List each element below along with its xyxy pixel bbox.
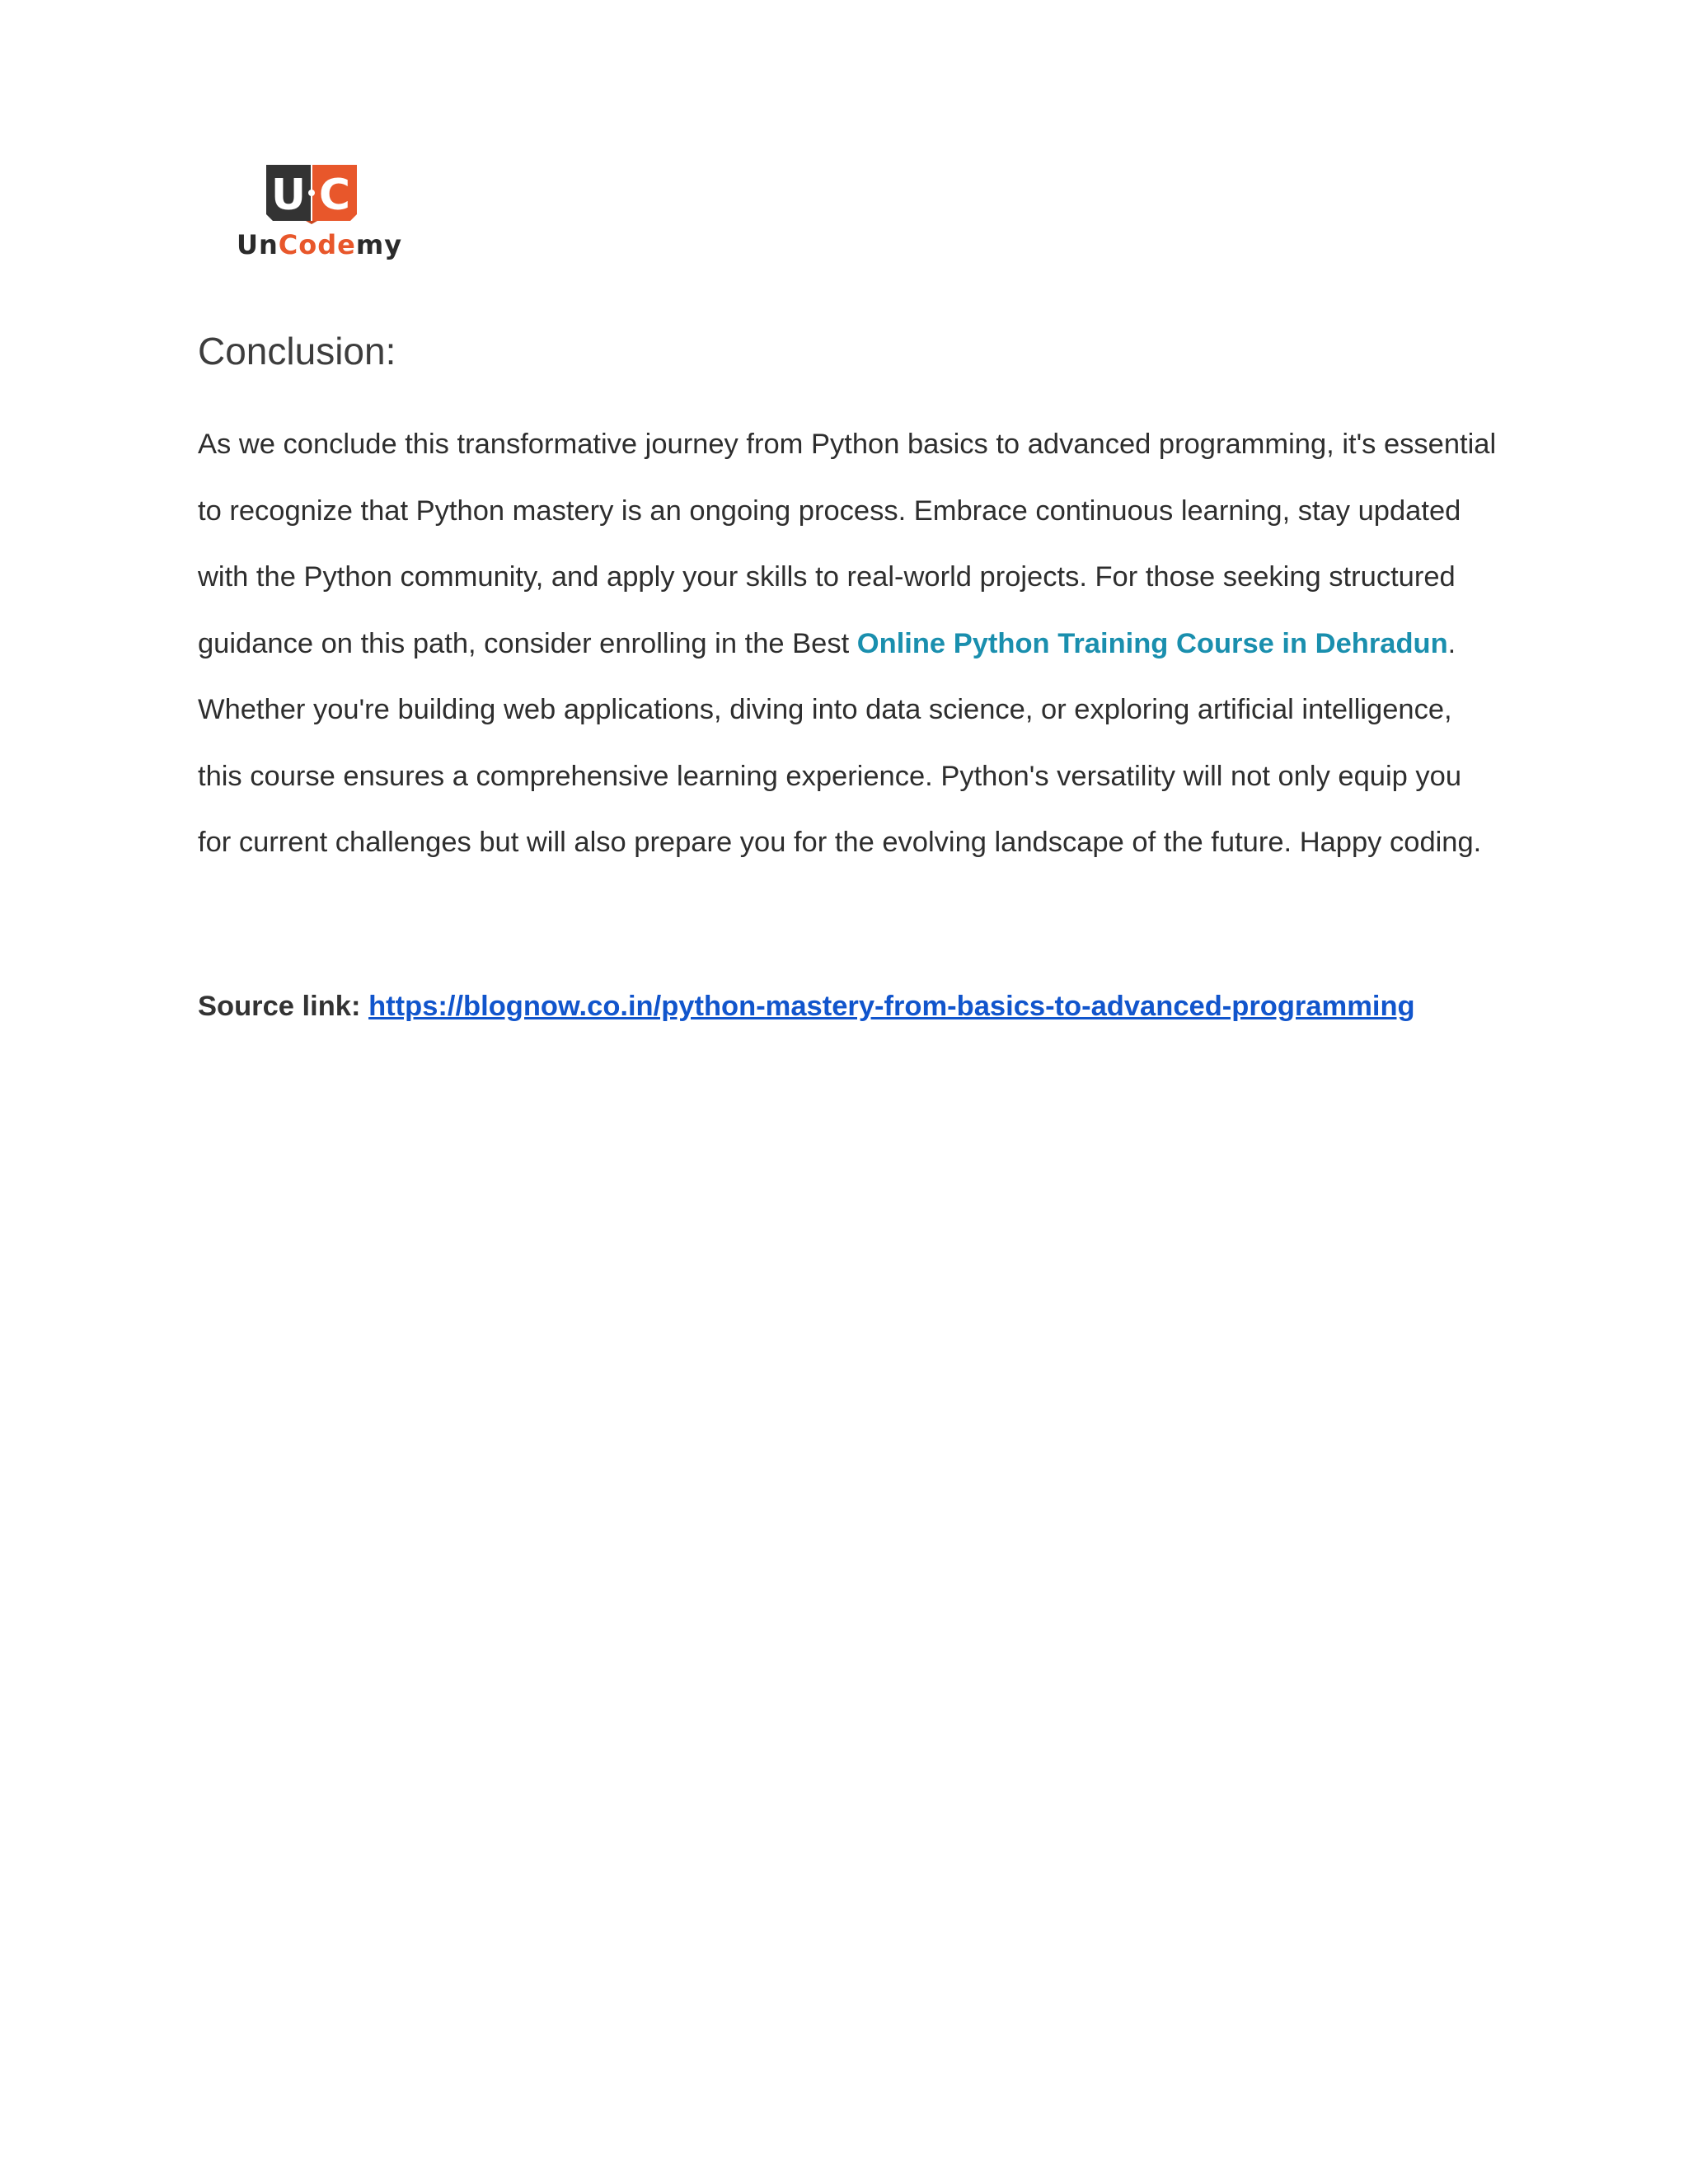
source-line — [198, 987, 1415, 1025]
source-url-link[interactable]: https://blognow.co.in/python-mastery-from-basics-to-advanced-programming — [368, 991, 1415, 1022]
source-label: Source link: — [198, 991, 361, 1022]
conclusion-paragraph — [198, 411, 1500, 876]
course-link[interactable]: Online Python Training Course in Dehradun — [856, 627, 1448, 659]
logo-letter-u: U — [270, 171, 307, 220]
paragraph-text-after-link: . Whether you're building web applications, diving into data science, or exploring artificial intelligence, this course ensures a comprehensive learning experience. Python's versatility will not only equip you for current challenges but will also prepare you for the evolving landscape of the future. Happy coding. — [198, 627, 1482, 858]
uc-logo-mark-icon — [265, 162, 359, 224]
section-heading: Conclusion: — [198, 330, 396, 373]
logo-wordmark — [237, 229, 403, 260]
logo-letter-c: C — [318, 171, 351, 220]
logo-wordmark-code: Code — [278, 229, 356, 260]
logo-wordmark-my: my — [355, 229, 403, 260]
uncodemy-logo — [237, 162, 403, 264]
paragraph-text-before-link: As we conclude this transformative journey from Python basics to advanced programming, it's essential to recognize that Python mastery is an ongoing process. Embrace continuous learning, stay updated with the Python community, and apply your skills to real-world projects. For those seeking structured guidance on this path, consider enrolling in the Best — [198, 429, 1497, 659]
logo-wordmark-un: Un — [237, 229, 279, 260]
